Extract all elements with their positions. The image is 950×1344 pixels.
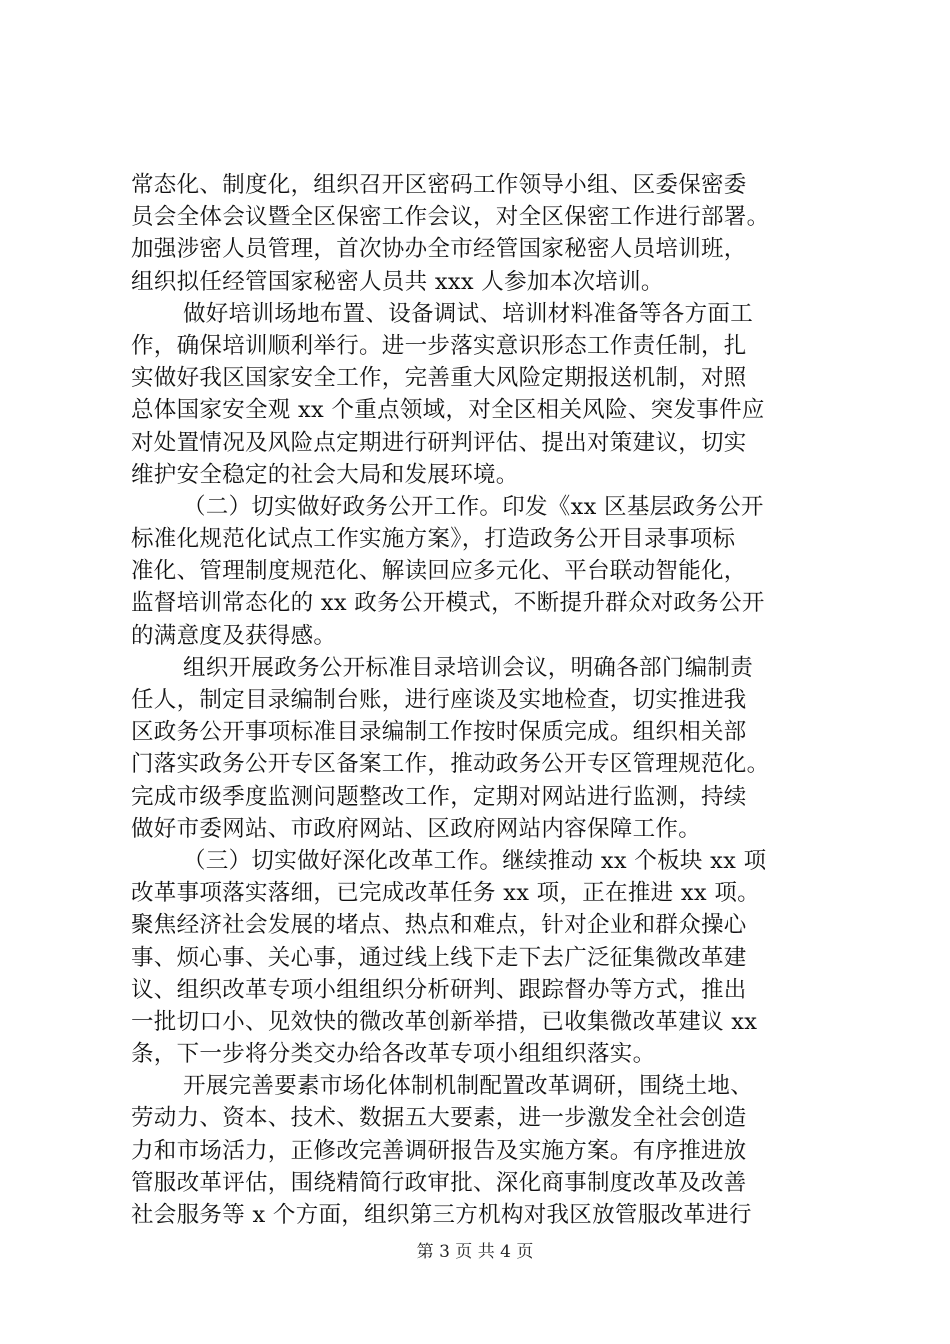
text-line: 常态化、制度化，组织召开区密码工作领导小组、区委保密委 (131, 172, 747, 198)
text-line: 改革事项落实落细，已完成改革任务 xx 项，正在推进 xx 项。 (131, 880, 760, 907)
text-line: 门落实政务公开专区备案工作，推动政务公开专区管理规范化。 (131, 751, 770, 778)
text-line: 对处置情况及风险点定期进行研判评估、提出对策建议，切实 (131, 429, 747, 456)
text-line: 社会服务等 x 个方面，组织第三方机构对我区放管服改革进行 (131, 1202, 752, 1228)
text-line: 事、烦心事、关心事，通过线上线下走下去广泛征集微改革建 (131, 944, 747, 971)
text-line: 聚焦经济社会发展的堵点、热点和难点，针对企业和群众操心 (131, 912, 747, 939)
text-line: 区政务公开事项标准目录编制工作按时保质完成。组织相关部 (131, 719, 747, 746)
text-line: 一批切口小、见效快的微改革创新举措，已收集微改革建议 xx (131, 1008, 758, 1035)
text-line: 总体国家安全观 xx 个重点领域，对全区相关风险、突发事件应 (131, 397, 765, 424)
text-line: 监督培训常态化的 xx 政务公开模式，不断提升群众对政务公开 (131, 590, 765, 617)
text-line: 加强涉密人员管理，首次协办全市经管国家秘密人员培训班， (131, 236, 747, 263)
paragraph-first-line: 组织开展政务公开标准目录培训会议，明确各部门编制责 (183, 654, 754, 681)
text-line: 的满意度及获得感。 (131, 622, 337, 649)
text-line: 员会全体会议暨全区保密工作会议，对全区保密工作进行部署。 (131, 204, 770, 231)
text-line: 力和市场活力，正修改完善调研报告及实施方案。有序推进放 (131, 1137, 747, 1164)
text-line: 做好市委网站、市政府网站、区政府网站内容保障工作。 (131, 815, 702, 842)
text-line: 劳动力、资本、技术、数据五大要素，进一步激发全社会创造 (131, 1105, 747, 1132)
paragraph-first-line: 做好培训场地布置、设备调试、培训材料准备等各方面工 (183, 300, 754, 327)
text-line: 管服改革评估，围绕精简行政审批、深化商事制度改革及改善 (131, 1169, 747, 1196)
page-number-footer: 第 3 页 共 4 页 (416, 1242, 534, 1262)
text-line: 组织拟任经管国家秘密人员共 xxx 人参加本次培训。 (131, 268, 664, 295)
section-heading-line: （三）切实做好深化改革工作。继续推动 xx 个板块 xx 项 (183, 847, 767, 874)
document-body (131, 169, 831, 1231)
text-line: 维护安全稳定的社会大局和发展环境。 (131, 461, 519, 488)
text-line: 完成市级季度监测问题整改工作，定期对网站进行监测，持续 (131, 783, 747, 810)
text-line: 条，下一步将分类交办给各改革专项小组组织落实。 (131, 1041, 656, 1068)
text-line: 标准化规范化试点工作实施方案》，打造政务公开目录事项标 (131, 526, 736, 553)
text-line: 准化、管理制度规范化、解读回应多元化、平台联动智能化， (131, 558, 747, 585)
text-line: 任人，制定目录编制台账，进行座谈及实地检查，切实推进我 (131, 687, 747, 713)
text-line: 作，确保培训顺利举行。进一步落实意识形态工作责任制，扎 (131, 332, 747, 359)
section-heading-line: （二）切实做好政务公开工作。印发《xx 区基层政务公开 (183, 493, 764, 520)
paragraph-first-line: 开展完善要素市场化体制机制配置改革调研，围绕土地、 (183, 1073, 754, 1100)
text-line: 实做好我区国家安全工作，完善重大风险定期报送机制，对照 (131, 365, 747, 392)
text-line: 议、组织改革专项小组组织分析研判、跟踪督办等方式，推出 (131, 976, 747, 1003)
